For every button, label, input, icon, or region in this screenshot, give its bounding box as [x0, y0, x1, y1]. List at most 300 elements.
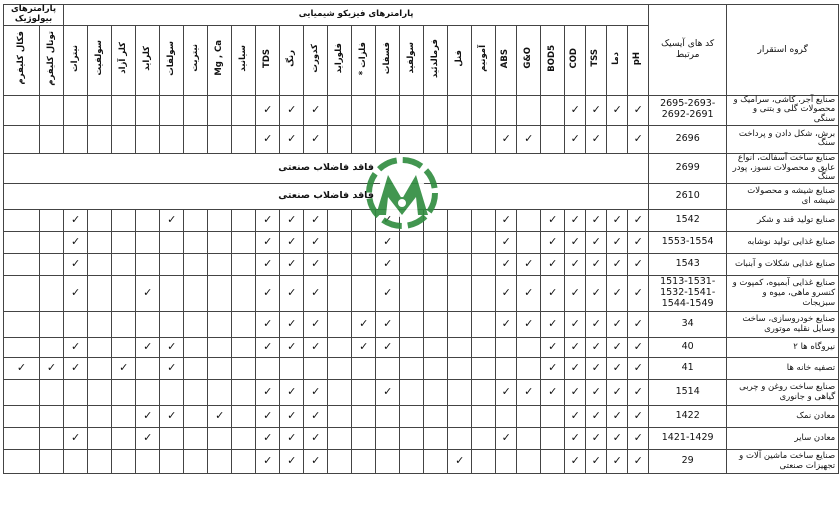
empty-cell [472, 358, 496, 380]
check-mark: ✓ [517, 276, 541, 312]
check-mark: ✓ [517, 380, 541, 406]
param-header: آمونیم [472, 25, 496, 95]
check-mark: ✓ [136, 338, 160, 358]
check-mark: ✓ [448, 450, 472, 474]
check-mark: ✓ [517, 254, 541, 276]
empty-cell [160, 428, 184, 450]
empty-cell [328, 312, 352, 338]
check-mark: ✓ [607, 312, 628, 338]
empty-cell [136, 312, 160, 338]
check-mark: ✓ [376, 312, 400, 338]
isic-code-cell: 29 [649, 450, 727, 474]
empty-cell [232, 450, 256, 474]
empty-cell [208, 450, 232, 474]
check-mark: ✓ [136, 406, 160, 428]
isic-code-cell: 34 [649, 312, 727, 338]
group-cell: تصفیه خانه ها [727, 358, 839, 380]
empty-cell [112, 450, 136, 474]
empty-cell [541, 428, 565, 450]
empty-cell [424, 254, 448, 276]
param-header: COD [565, 25, 586, 95]
empty-cell [64, 125, 88, 153]
check-mark: ✓ [496, 232, 517, 254]
check-mark: ✓ [208, 406, 232, 428]
check-mark: ✓ [40, 358, 64, 380]
empty-cell [448, 254, 472, 276]
check-mark: ✓ [376, 210, 400, 232]
check-mark: ✓ [256, 210, 280, 232]
empty-cell [232, 95, 256, 125]
empty-cell [472, 428, 496, 450]
check-mark: ✓ [541, 380, 565, 406]
empty-cell [88, 380, 112, 406]
group-cell: معادن نمک [727, 406, 839, 428]
check-mark: ✓ [256, 338, 280, 358]
check-mark: ✓ [565, 276, 586, 312]
empty-cell [160, 95, 184, 125]
check-mark: ✓ [256, 125, 280, 153]
check-mark: ✓ [376, 338, 400, 358]
table-row [4, 428, 839, 450]
check-mark: ✓ [607, 254, 628, 276]
empty-cell [472, 380, 496, 406]
empty-cell [184, 125, 208, 153]
check-mark: ✓ [64, 276, 88, 312]
empty-cell [376, 428, 400, 450]
empty-cell [4, 254, 40, 276]
check-mark: ✓ [565, 428, 586, 450]
empty-cell [352, 406, 376, 428]
empty-cell [208, 210, 232, 232]
empty-cell [472, 338, 496, 358]
empty-cell [400, 380, 424, 406]
check-mark: ✓ [256, 428, 280, 450]
empty-cell [352, 125, 376, 153]
empty-cell [160, 380, 184, 406]
table-row [4, 358, 839, 380]
check-mark: ✓ [256, 95, 280, 125]
check-mark: ✓ [496, 276, 517, 312]
empty-cell [4, 428, 40, 450]
empty-cell [208, 254, 232, 276]
check-mark: ✓ [628, 338, 649, 358]
table-row [4, 232, 839, 254]
empty-cell [160, 450, 184, 474]
check-mark: ✓ [64, 358, 88, 380]
empty-cell [376, 125, 400, 153]
check-mark: ✓ [160, 338, 184, 358]
check-mark: ✓ [304, 450, 328, 474]
empty-cell [400, 428, 424, 450]
empty-cell [88, 276, 112, 312]
check-mark: ✓ [565, 450, 586, 474]
empty-cell [112, 232, 136, 254]
empty-cell [496, 95, 517, 125]
empty-cell [208, 358, 232, 380]
empty-cell [328, 254, 352, 276]
isic-code-cell: 1543 [649, 254, 727, 276]
empty-cell [328, 232, 352, 254]
empty-cell [541, 450, 565, 474]
empty-cell [232, 210, 256, 232]
empty-cell [232, 254, 256, 276]
empty-cell [424, 276, 448, 312]
check-mark: ✓ [586, 338, 607, 358]
check-mark: ✓ [304, 210, 328, 232]
empty-cell [400, 338, 424, 358]
empty-cell [184, 358, 208, 380]
check-mark: ✓ [586, 95, 607, 125]
check-mark: ✓ [256, 232, 280, 254]
no-wastewater-message: فاقد فاضلاب صنعتی [4, 184, 649, 210]
check-mark: ✓ [280, 232, 304, 254]
empty-cell [328, 428, 352, 450]
empty-cell [496, 450, 517, 474]
empty-cell [352, 428, 376, 450]
check-mark: ✓ [628, 254, 649, 276]
empty-cell [184, 95, 208, 125]
check-mark: ✓ [628, 95, 649, 125]
check-mark: ✓ [628, 406, 649, 428]
empty-cell [424, 232, 448, 254]
check-mark: ✓ [64, 254, 88, 276]
empty-cell [448, 406, 472, 428]
empty-cell [448, 380, 472, 406]
empty-cell [472, 276, 496, 312]
check-mark: ✓ [607, 450, 628, 474]
check-mark: ✓ [586, 406, 607, 428]
group-cell: صنایع خودروسازی، ساخت وسایل نقلیه موتوری [727, 312, 839, 338]
empty-cell [40, 254, 64, 276]
empty-cell [4, 338, 40, 358]
empty-cell [400, 276, 424, 312]
empty-cell [40, 450, 64, 474]
parameters-table [3, 4, 839, 474]
bio-header: پارامترهای بیولوژیک [4, 5, 64, 26]
check-mark: ✓ [628, 210, 649, 232]
isic-code-cell: 2695-2693-2692-2691 [649, 95, 727, 125]
check-mark: ✓ [160, 210, 184, 232]
empty-cell [280, 358, 304, 380]
check-mark: ✓ [565, 210, 586, 232]
check-mark: ✓ [256, 450, 280, 474]
param-header: BOD5 [541, 25, 565, 95]
check-mark: ✓ [160, 358, 184, 380]
check-mark: ✓ [280, 125, 304, 153]
check-mark: ✓ [496, 210, 517, 232]
empty-cell [208, 428, 232, 450]
empty-cell [424, 312, 448, 338]
check-mark: ✓ [586, 254, 607, 276]
logo-icon [362, 153, 442, 233]
empty-cell [184, 338, 208, 358]
empty-cell [208, 380, 232, 406]
check-mark: ✓ [565, 406, 586, 428]
empty-cell [64, 380, 88, 406]
group-cell: برش، شکل دادن و پرداخت سنگ [727, 125, 839, 153]
empty-cell [352, 276, 376, 312]
empty-cell [208, 338, 232, 358]
empty-cell [184, 428, 208, 450]
check-mark: ✓ [352, 338, 376, 358]
check-mark: ✓ [304, 125, 328, 153]
empty-cell [400, 312, 424, 338]
group-cell: صنایع غذایی آبمیوه، کمپوت و کنسرو ماهی، میوه و سبزیجات [727, 276, 839, 312]
empty-cell [541, 125, 565, 153]
check-mark: ✓ [496, 125, 517, 153]
check-mark: ✓ [607, 338, 628, 358]
check-mark: ✓ [64, 338, 88, 358]
check-mark: ✓ [607, 358, 628, 380]
check-mark: ✓ [256, 276, 280, 312]
empty-cell [517, 358, 541, 380]
check-mark: ✓ [64, 210, 88, 232]
empty-cell [136, 210, 160, 232]
table-row [4, 254, 839, 276]
check-mark: ✓ [64, 232, 88, 254]
empty-cell [112, 338, 136, 358]
empty-cell [232, 125, 256, 153]
check-mark: ✓ [541, 312, 565, 338]
check-mark: ✓ [280, 95, 304, 125]
empty-cell [40, 380, 64, 406]
check-mark: ✓ [280, 380, 304, 406]
empty-cell [400, 254, 424, 276]
empty-cell [4, 276, 40, 312]
physchem-header: پارامترهای فیزیکو شیمیایی [64, 5, 649, 26]
check-mark: ✓ [586, 358, 607, 380]
empty-cell [40, 338, 64, 358]
empty-cell [376, 406, 400, 428]
empty-cell [517, 232, 541, 254]
empty-cell [400, 232, 424, 254]
check-mark: ✓ [280, 276, 304, 312]
empty-cell [112, 276, 136, 312]
check-mark: ✓ [586, 428, 607, 450]
check-mark: ✓ [628, 276, 649, 312]
check-mark: ✓ [136, 276, 160, 312]
table-row [4, 338, 839, 358]
empty-cell [184, 254, 208, 276]
empty-cell [517, 450, 541, 474]
check-mark: ✓ [541, 210, 565, 232]
check-mark: ✓ [628, 428, 649, 450]
empty-cell [232, 312, 256, 338]
empty-cell [88, 428, 112, 450]
empty-cell [328, 380, 352, 406]
check-mark: ✓ [256, 254, 280, 276]
param-header: رنگ [280, 25, 304, 95]
param-header: pH [628, 25, 649, 95]
check-mark: ✓ [628, 450, 649, 474]
check-mark: ✓ [280, 312, 304, 338]
param-header: فسفات [376, 25, 400, 95]
empty-cell [448, 358, 472, 380]
check-mark: ✓ [565, 380, 586, 406]
empty-cell [64, 95, 88, 125]
table-row [4, 125, 839, 153]
table-row [4, 95, 839, 125]
check-mark: ✓ [541, 358, 565, 380]
empty-cell [88, 358, 112, 380]
empty-cell [400, 358, 424, 380]
param-header: دما [607, 25, 628, 95]
empty-cell [64, 450, 88, 474]
table-container [3, 4, 836, 474]
table-row [4, 406, 839, 428]
param-header: نیتریت [184, 25, 208, 95]
param-header: نیترات [64, 25, 88, 95]
empty-cell [376, 450, 400, 474]
table-row [4, 450, 839, 474]
empty-cell [517, 428, 541, 450]
check-mark: ✓ [628, 358, 649, 380]
check-mark: ✓ [256, 312, 280, 338]
param-header: کدورت [304, 25, 328, 95]
check-mark: ✓ [160, 406, 184, 428]
empty-cell [112, 125, 136, 153]
empty-cell [4, 210, 40, 232]
check-mark: ✓ [112, 358, 136, 380]
empty-cell [541, 406, 565, 428]
empty-cell [232, 232, 256, 254]
empty-cell [136, 232, 160, 254]
param-header: ABS [496, 25, 517, 95]
empty-cell [184, 312, 208, 338]
check-mark: ✓ [607, 95, 628, 125]
isic-code-cell: 1421-1429 [649, 428, 727, 450]
empty-cell [4, 380, 40, 406]
check-mark: ✓ [136, 428, 160, 450]
empty-cell [136, 95, 160, 125]
empty-cell [232, 338, 256, 358]
check-mark: ✓ [565, 338, 586, 358]
empty-cell [448, 338, 472, 358]
empty-cell [232, 276, 256, 312]
empty-cell [328, 125, 352, 153]
empty-cell [184, 276, 208, 312]
empty-cell [112, 254, 136, 276]
empty-cell [517, 95, 541, 125]
empty-cell [352, 232, 376, 254]
check-mark: ✓ [628, 232, 649, 254]
empty-cell [208, 232, 232, 254]
check-mark: ✓ [586, 450, 607, 474]
empty-cell [424, 338, 448, 358]
check-mark: ✓ [280, 428, 304, 450]
check-mark: ✓ [304, 276, 328, 312]
check-mark: ✓ [304, 254, 328, 276]
empty-cell [160, 254, 184, 276]
empty-cell [40, 276, 64, 312]
group-cell: صنایع آجر، کاشی، سرامیک و محصولات گلی و بتنی و سنگی [727, 95, 839, 125]
check-mark: ✓ [256, 406, 280, 428]
empty-cell [448, 312, 472, 338]
empty-cell [88, 232, 112, 254]
check-mark: ✓ [376, 276, 400, 312]
param-header: فرمالدئید [424, 25, 448, 95]
check-mark: ✓ [304, 312, 328, 338]
code-column-header: کد های آیسیک مرتبط [649, 5, 727, 96]
empty-cell [184, 210, 208, 232]
group-cell: نیروگاه ها ۲ [727, 338, 839, 358]
empty-cell [40, 312, 64, 338]
empty-cell [328, 450, 352, 474]
check-mark: ✓ [586, 125, 607, 153]
param-header: سیانید [232, 25, 256, 95]
empty-cell [472, 210, 496, 232]
param-header: TDS [256, 25, 280, 95]
empty-cell [424, 95, 448, 125]
empty-cell [88, 95, 112, 125]
check-mark: ✓ [517, 125, 541, 153]
empty-cell [328, 276, 352, 312]
check-mark: ✓ [628, 125, 649, 153]
empty-cell [448, 276, 472, 312]
empty-cell [88, 210, 112, 232]
isic-code-cell: 1513-1531-1532-1541-1544-1549 [649, 276, 727, 312]
empty-cell [160, 276, 184, 312]
check-mark: ✓ [304, 338, 328, 358]
check-mark: ✓ [304, 380, 328, 406]
table-row [4, 276, 839, 312]
empty-cell [400, 95, 424, 125]
empty-cell [64, 312, 88, 338]
check-mark: ✓ [376, 254, 400, 276]
param-header: فلوراید [328, 25, 352, 95]
group-cell: صنایع ساخت روغن و چربی گیاهی و جانوری [727, 380, 839, 406]
isic-code-cell: 40 [649, 338, 727, 358]
empty-cell [232, 406, 256, 428]
check-mark: ✓ [64, 428, 88, 450]
param-header: کلراید [136, 25, 160, 95]
empty-cell [400, 406, 424, 428]
empty-cell [208, 312, 232, 338]
group-cell: صنایع شیشه و محصولات شیشه ای [727, 184, 839, 210]
empty-cell [448, 428, 472, 450]
table-row [4, 380, 839, 406]
empty-cell [424, 125, 448, 153]
check-mark: ✓ [586, 232, 607, 254]
empty-cell [496, 406, 517, 428]
empty-cell [112, 95, 136, 125]
empty-cell [517, 338, 541, 358]
group-cell: صنایع غذایی تولید نوشابه [727, 232, 839, 254]
empty-cell [160, 232, 184, 254]
empty-cell [541, 95, 565, 125]
check-mark: ✓ [280, 210, 304, 232]
empty-cell [328, 406, 352, 428]
empty-cell [40, 95, 64, 125]
empty-cell [112, 210, 136, 232]
empty-cell [328, 338, 352, 358]
check-mark: ✓ [607, 428, 628, 450]
empty-cell [352, 95, 376, 125]
empty-cell [472, 450, 496, 474]
empty-cell [304, 358, 328, 380]
empty-cell [88, 254, 112, 276]
param-header: کلر آزاد [112, 25, 136, 95]
group-cell: صنایع تولید قند و شکر [727, 210, 839, 232]
empty-cell [208, 95, 232, 125]
empty-cell [424, 358, 448, 380]
empty-cell [448, 210, 472, 232]
empty-cell [112, 406, 136, 428]
bio-param-header: توتال کلیفرم [40, 25, 64, 95]
check-mark: ✓ [496, 254, 517, 276]
group-cell: صنایع غذایی شکلات و آبنبات [727, 254, 839, 276]
empty-cell [88, 406, 112, 428]
